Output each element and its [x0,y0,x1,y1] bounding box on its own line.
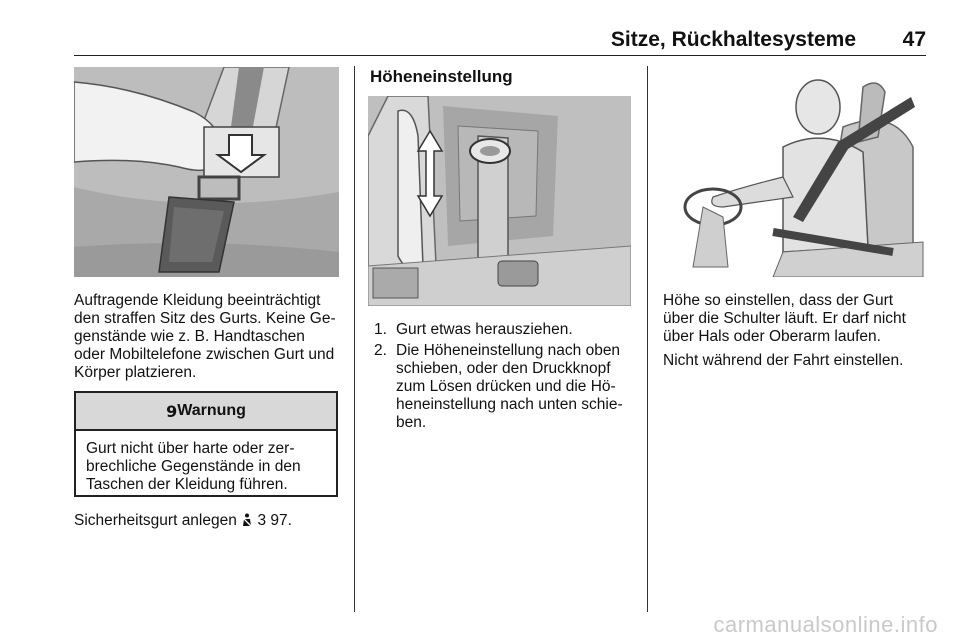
warning-header [76,393,336,431]
seatbelt-person-icon [241,513,253,527]
step-2 [374,342,636,432]
section-title: Sitze, Rückhaltesysteme [610,28,856,51]
height-adjuster-drawing [368,96,631,306]
column-divider-1 [354,66,355,612]
page-number: 47 [902,28,926,51]
warning-title: Warnung [177,402,246,419]
warning-box [74,391,338,497]
step-1 [374,321,636,339]
driver-seatbelt-drawing [663,67,925,277]
warning-triangle-icon: 9 [166,401,178,421]
step-2-number: 2. [374,342,387,359]
step-1-text: Gurt etwas herausziehen. [396,321,573,338]
adjust-paragraph-2: Nicht während der Fahrt einstellen. [663,352,904,369]
steps-list [374,321,636,435]
crossref-text: Sicherheitsgurt anlegen [74,512,237,529]
step-1-number: 1. [374,321,387,338]
page-header [74,28,926,50]
watermark-text: carmanualsonline.info [713,612,938,637]
belt-buckle-drawing [74,67,339,277]
belt-buckle-illustration [74,67,339,277]
step-2-text: Die Höheneinstellung nach oben schieben, oder den Druckknopf zum Lösen drücken und die Hö-heneinstellung nach unten schie-ben. [396,342,623,431]
crossref-line [74,512,340,530]
clothing-paragraph [74,292,340,382]
clothing-paragraph-text: Auftragende Kleidung beeinträchtigt den straffen Sitz des Gurts. Keine Ge-genstände wie z. B. Handtaschen oder Mobiltelefone zwischen Gurt und Körper platzieren. [74,292,336,381]
crossref-page: 97. [270,512,292,529]
adjust-paragraph-1: Höhe so einstellen, dass der Gurt über die Schulter läuft. Er darf nicht über Hals oder Oberarm laufen. [663,292,906,345]
height-adjust-heading: Höheneinstellung [370,67,513,86]
crossref-arrow-icon: 3 [257,512,267,529]
height-adjuster-illustration [368,96,631,306]
driver-seatbelt-illustration [663,67,925,277]
adjust-paragraph [663,292,925,370]
column-divider-2 [647,66,648,612]
header-rule [74,55,926,56]
warning-body: Gurt nicht über harte oder zer-brechliche Gegenstände in den Taschen der Kleidung führen. [86,440,301,493]
